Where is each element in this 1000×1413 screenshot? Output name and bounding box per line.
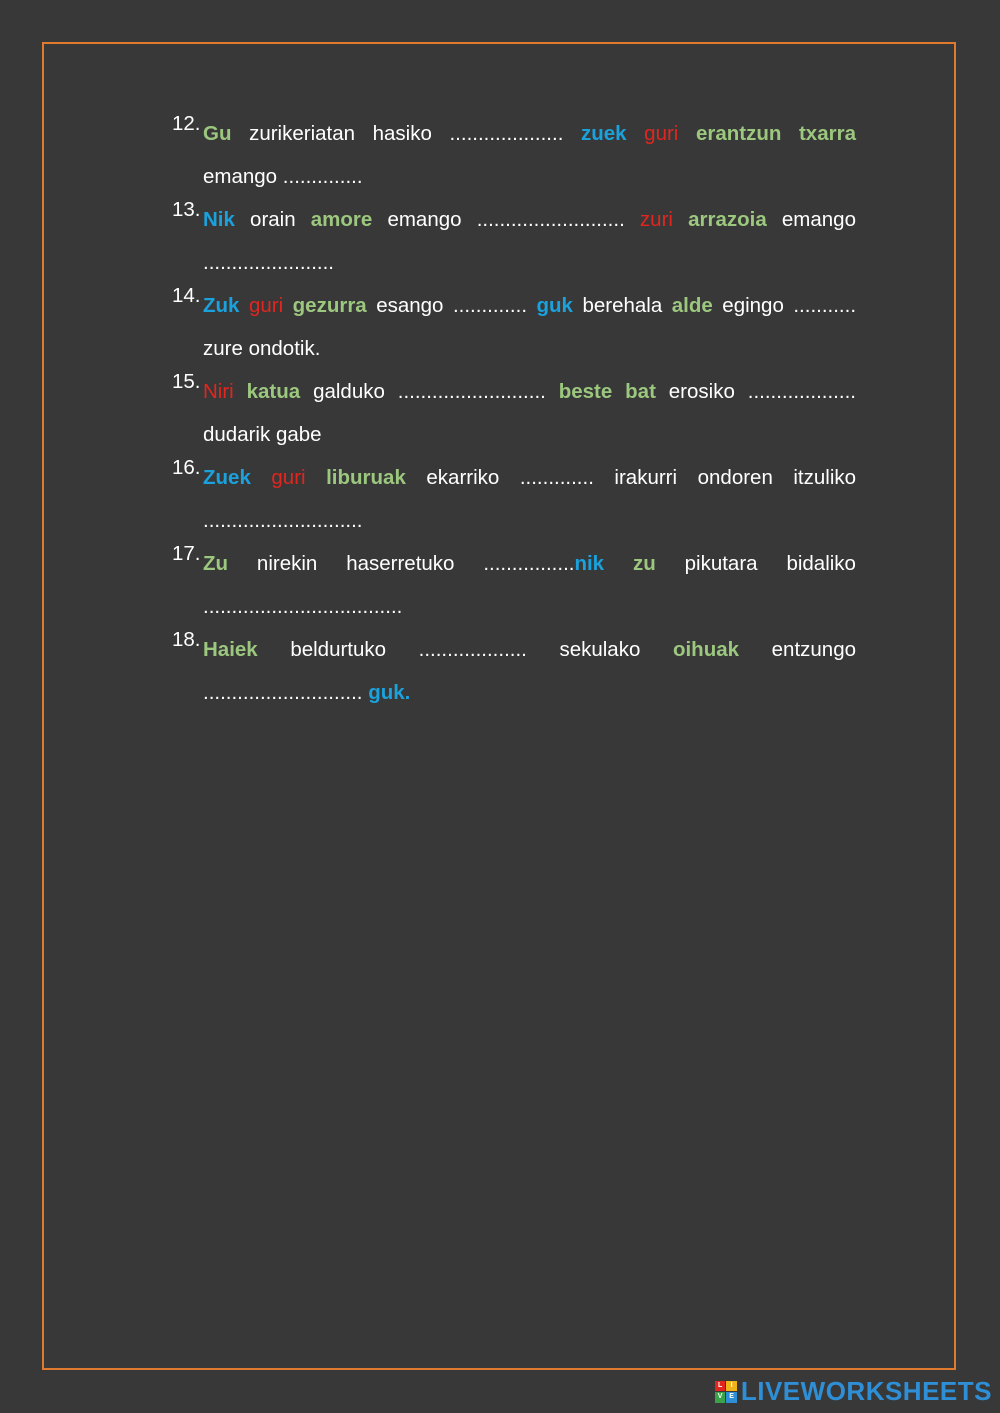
word: liburuak [326, 466, 406, 489]
word: pikutara [684, 552, 758, 575]
sentence-line [203, 155, 856, 198]
word: erosiko [668, 380, 735, 403]
exercise-list [172, 112, 856, 714]
word: Haiek [203, 638, 258, 661]
blank-dots[interactable]: .......................... [397, 380, 546, 403]
word: berehala [582, 294, 663, 317]
blank-dots[interactable]: .................... [449, 122, 564, 145]
word: emango [387, 208, 462, 231]
word: entzungo [771, 638, 856, 661]
word: nik [574, 552, 605, 575]
word: orain [250, 208, 296, 231]
word: erantzun [695, 122, 782, 145]
blank-dots[interactable]: ................... [418, 638, 527, 661]
exercise-item [172, 628, 856, 714]
sentence-line [203, 671, 856, 714]
word: sekulako [559, 638, 641, 661]
logo-letter: V [715, 1392, 726, 1403]
item-number: 17. [172, 542, 201, 565]
word: arrazoia [688, 208, 767, 231]
word: dudarik [203, 423, 271, 446]
exercise-item [172, 198, 856, 284]
blank-dots[interactable]: ........... [793, 294, 857, 317]
exercise-item [172, 284, 856, 370]
word: txarra [798, 122, 856, 145]
word: oihuak [672, 638, 740, 661]
item-number: 12. [172, 112, 201, 135]
word: guri [248, 294, 284, 317]
exercise-item [172, 370, 856, 456]
word: bidaliko [786, 552, 856, 575]
blank-dots[interactable]: .......................... [476, 208, 625, 231]
logo-letter: I [726, 1381, 737, 1392]
word: katua [246, 380, 301, 403]
word: gabe [275, 423, 322, 446]
blank-dots[interactable]: .............. [282, 165, 363, 188]
blank-dots[interactable]: ............. [519, 466, 594, 489]
word: emango [203, 165, 278, 188]
blank-dots[interactable]: ............................ [203, 509, 363, 532]
item-number: 15. [172, 370, 201, 393]
word: galduko [313, 380, 385, 403]
word: Nik [203, 208, 235, 231]
blank-dots[interactable]: ....................... [203, 251, 334, 274]
sentence-line [203, 198, 856, 241]
word: egingo [722, 294, 784, 317]
sentence-line [203, 456, 856, 499]
word: esango [376, 294, 444, 317]
word: zurikeriatan [249, 122, 356, 145]
sentence-line [203, 284, 856, 327]
word: zuek [581, 122, 627, 145]
word: amore [310, 208, 373, 231]
brand-name: LIVEWORKSHEETS [740, 1376, 992, 1406]
sentence-line [203, 112, 856, 155]
sentence-line [203, 241, 856, 284]
logo-letter: L [715, 1381, 726, 1392]
sentence-line [203, 413, 856, 456]
word: haserretuko [346, 552, 455, 575]
blank-dots[interactable]: ............................ [203, 681, 363, 704]
word: itzuliko [793, 466, 857, 489]
sentence-line [203, 370, 856, 413]
word: zure [203, 337, 243, 360]
exercise-item [172, 542, 856, 628]
word: Gu [203, 122, 232, 145]
word: guk [536, 294, 573, 317]
word: ondotik. [248, 337, 321, 360]
blank-dots[interactable]: ................ [483, 552, 575, 575]
word: alde [671, 294, 713, 317]
word: Zuk [203, 294, 240, 317]
word: ondoren [697, 466, 773, 489]
sentence-line [203, 585, 856, 628]
word: beldurtuko [290, 638, 387, 661]
word: zu [632, 552, 656, 575]
sentence-line [203, 327, 856, 370]
exercise-item [172, 456, 856, 542]
word: nirekin [256, 552, 318, 575]
word: gezurra [292, 294, 367, 317]
item-number: 13. [172, 198, 201, 221]
word: Niri [203, 380, 234, 403]
blank-dots[interactable]: ................... [747, 380, 856, 403]
word: irakurri [614, 466, 678, 489]
item-number: 14. [172, 284, 201, 307]
word: hasiko [372, 122, 432, 145]
word: Zu [203, 552, 229, 575]
sentence-line [203, 628, 856, 671]
word: guri [644, 122, 679, 145]
item-number: 16. [172, 456, 201, 479]
exercise-item [172, 112, 856, 198]
word: ekarriko [426, 466, 500, 489]
footer-brand [715, 1376, 992, 1407]
word: guri [271, 466, 306, 489]
blank-dots[interactable]: ................................... [203, 595, 403, 618]
word: guk. [368, 681, 411, 704]
word: emango [781, 208, 856, 231]
logo-letter: E [726, 1392, 737, 1403]
word: bat [625, 380, 656, 403]
sentence-line [203, 499, 856, 542]
sentence-line [203, 542, 856, 585]
item-number: 18. [172, 628, 201, 651]
word: zuri [639, 208, 673, 231]
word: Zuek [203, 466, 251, 489]
word: beste [558, 380, 613, 403]
blank-dots[interactable]: ............. [452, 294, 528, 317]
liveworksheets-logo-icon [715, 1381, 737, 1403]
